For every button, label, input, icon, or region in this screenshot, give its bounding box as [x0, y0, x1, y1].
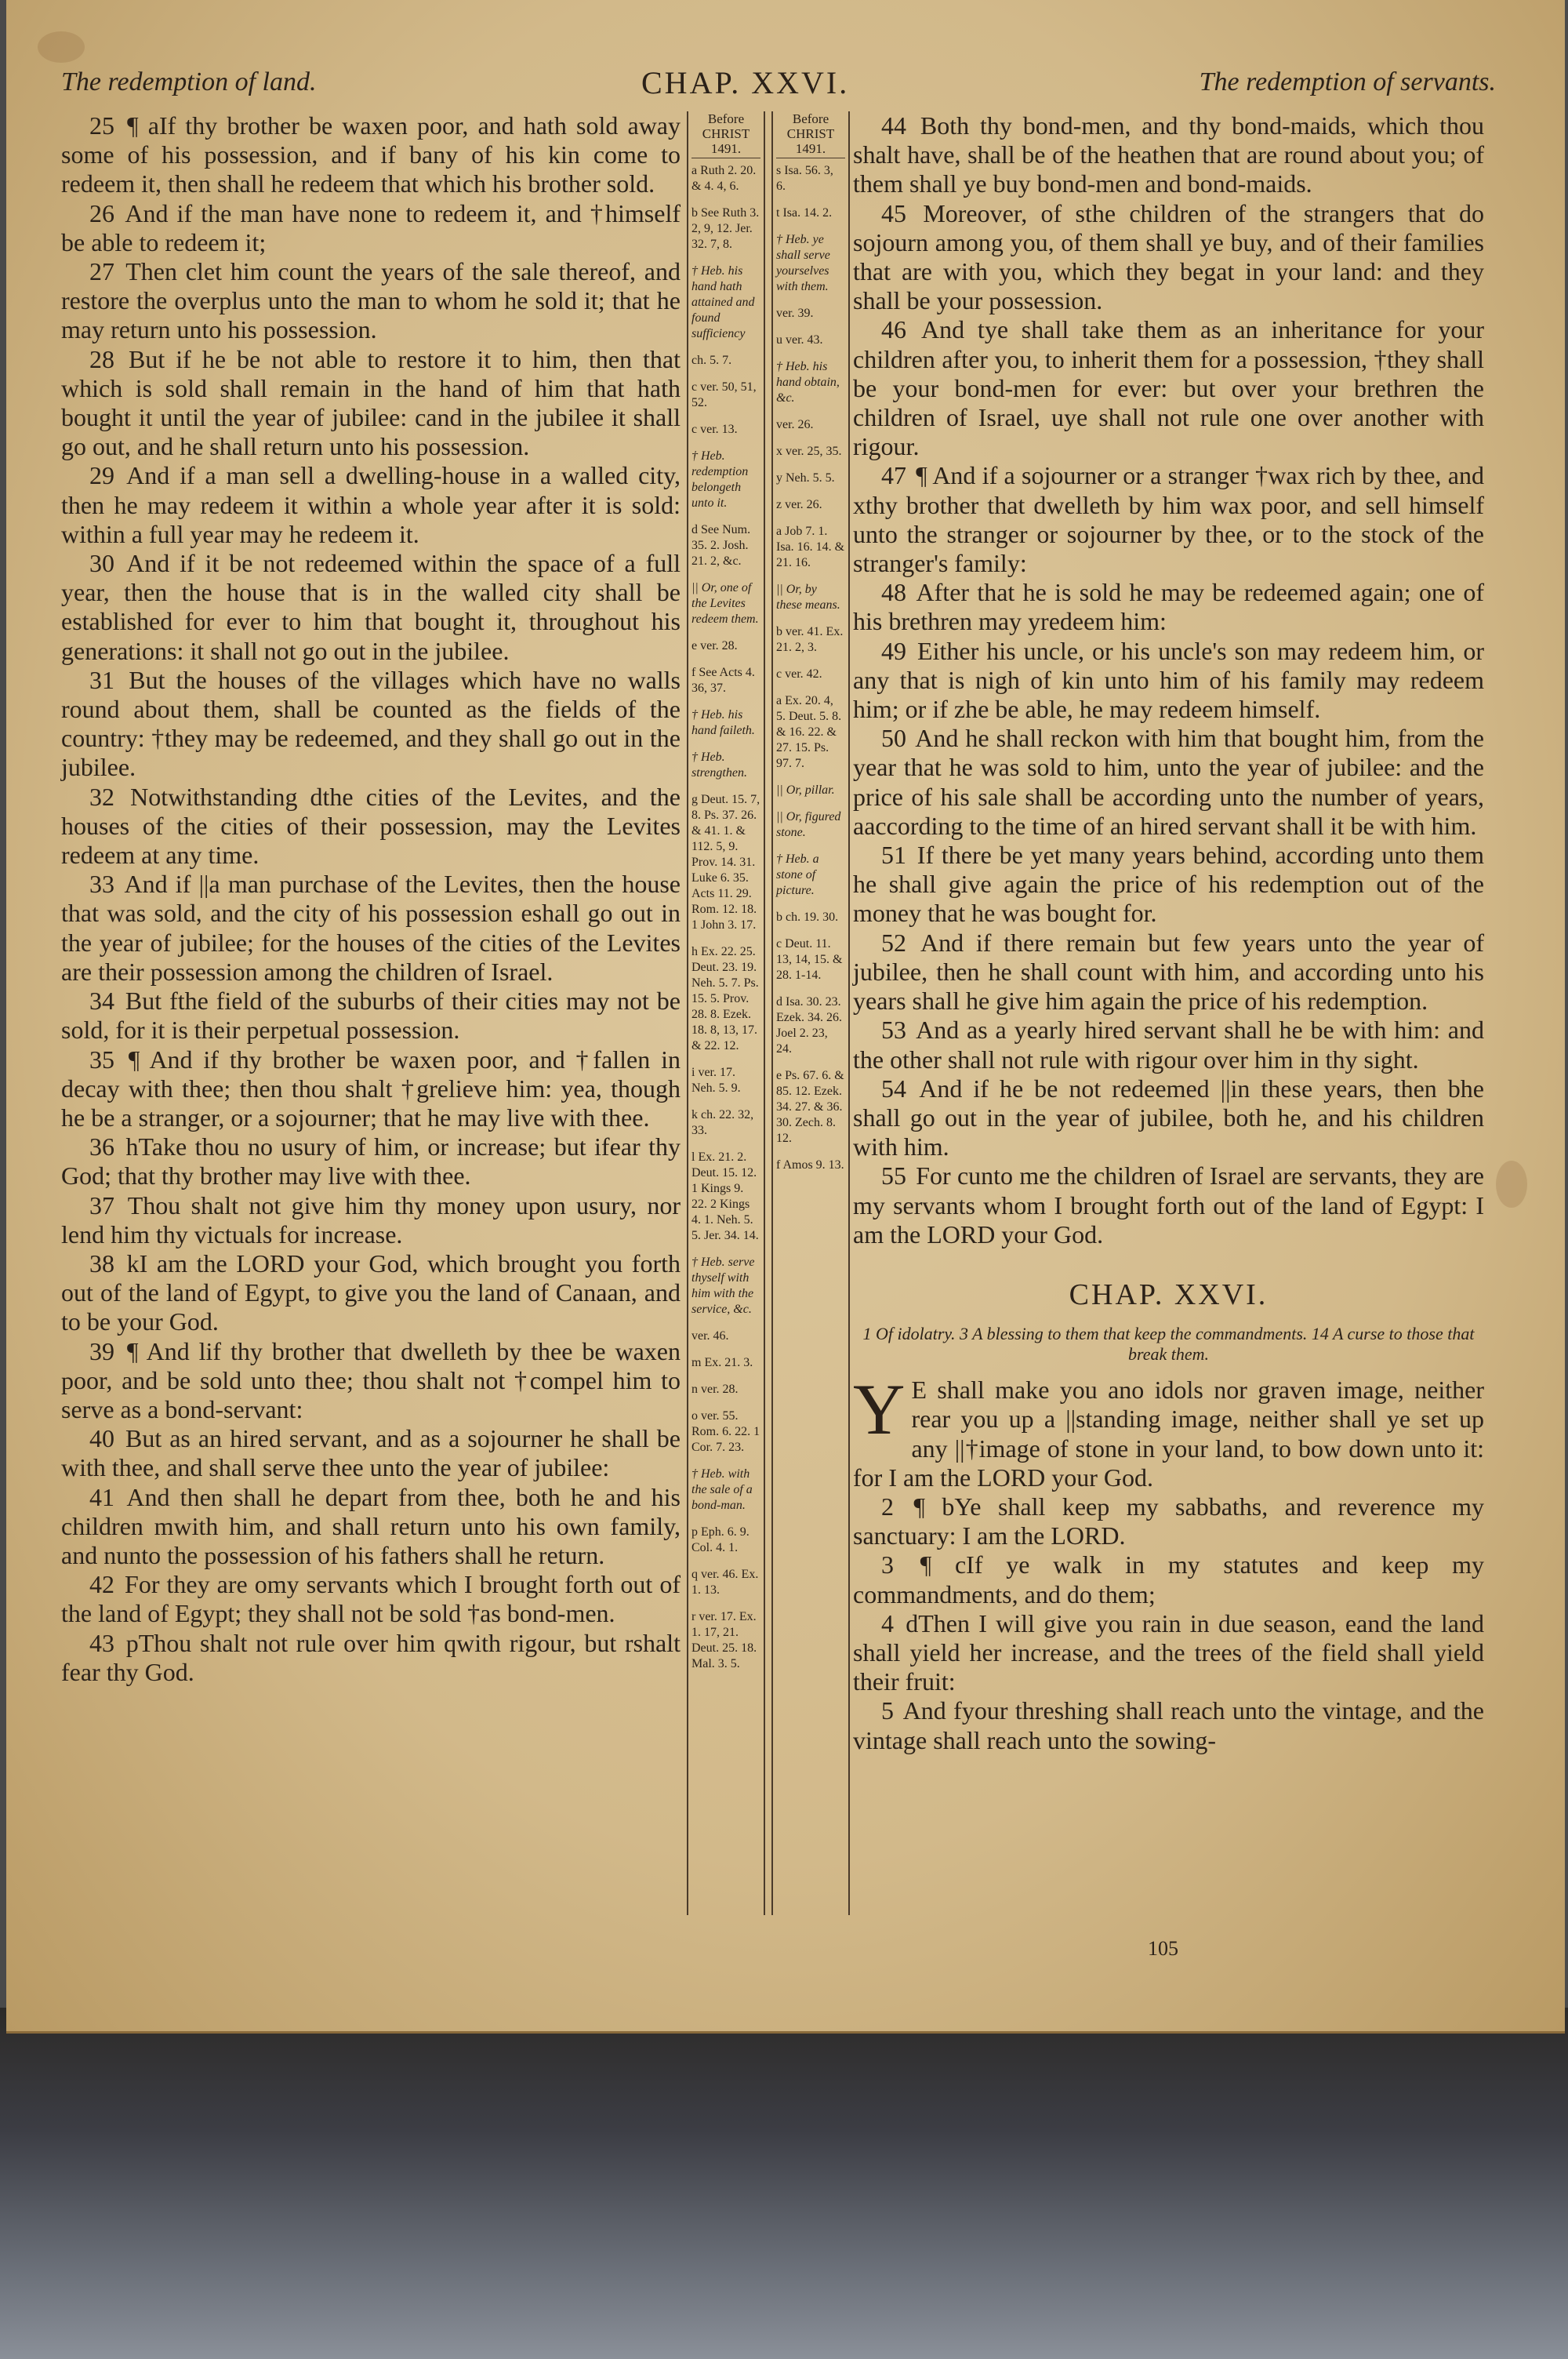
verse-text: And if it be not redeemed within the space of a full year, then the house that is in the walled city shall be established for ever to him that bought it, throughout his generations: it shall not go out in the jubilee. — [61, 549, 681, 665]
verse-text: And then shall he depart from thee, both he and his children mwith him, and shall return unto his own family, and nunto the possession of his fathers shall he return. — [61, 1482, 681, 1569]
verse — [853, 1492, 1484, 1550]
verse-text: pThou shalt not rule over him qwith rigour, but rshalt fear thy God. — [61, 1628, 681, 1686]
verse — [853, 1609, 1484, 1697]
bible-page — [6, 0, 1565, 2034]
margin-heading: Before CHRIST 1491. — [691, 111, 760, 158]
verse — [61, 1249, 681, 1337]
verse-text: And he shall reckon with him that bought him, from the year that he was sold to him, unto the year of jubilee: and the price of his sale shall be according unto the number of years, aaccording to the time of an hired servant shall it be with him. — [853, 724, 1485, 840]
verse-number: 53 — [881, 1016, 906, 1045]
verse — [61, 111, 681, 199]
margin-reference: † Heb. his hand faileth. — [691, 708, 755, 737]
stain — [38, 31, 85, 63]
verse-text: If there be yet many years behind, according unto them he shall give again the price of his redemption out of the money that he was bought for. — [853, 841, 1485, 928]
right-text-column — [853, 111, 1484, 1755]
verse — [853, 1074, 1484, 1162]
margin-reference: e Ps. 67. 6. & 85. 12. Ezek. 34. 27. & 36. 30. Zech. 8. 12. — [776, 1069, 844, 1145]
verse-number: 35 — [89, 1045, 114, 1074]
margin-reference: c ver. 50, 51, 52. — [691, 380, 757, 409]
verse-number: 54 — [881, 1074, 906, 1103]
margin-reference: c Deut. 11. 13, 14, 15. & 28. 1-14. — [776, 937, 843, 982]
verse-number: 45 — [881, 198, 906, 227]
verse-text: dThen I will give you rain in due season, eand the land shall yield her increase, and the trees of the field shall yield their fruit: — [853, 1608, 1485, 1696]
verse-number: 4 — [881, 1608, 894, 1637]
verse — [61, 345, 681, 462]
verse — [853, 1696, 1484, 1754]
verse-number: 41 — [89, 1482, 114, 1511]
margin-reference: † Heb. strengthen. — [691, 751, 747, 780]
verse-number: 33 — [89, 870, 114, 899]
margin-reference: l Ex. 21. 2. Deut. 15. 12. 1 Kings 9. 22. 2 Kings 4. 1. Neh. 5. 5. Jer. 34. 14. — [691, 1150, 759, 1242]
verse-number: 39 — [89, 1336, 114, 1365]
background-surface — [0, 2008, 1568, 2359]
verse-number: 37 — [89, 1190, 114, 1219]
verse — [61, 1629, 681, 1687]
verse — [61, 666, 681, 783]
verse-text: And tye shall take them as an inheritance for your children after you, to inherit them for a possession, †they shall be your bond-men for ever: but over your brethren the children of Israel, uye shall not rule one over another with rigour. — [853, 315, 1485, 461]
verse — [853, 1016, 1484, 1074]
verse-number: 26 — [89, 198, 114, 227]
margin-reference: c ver. 42. — [776, 667, 822, 681]
verse-text: And as a yearly hired servant shall he be with him: and the other shall not rule with rigour over him in thy sight. — [853, 1016, 1485, 1074]
verse-text: ¶ And if a sojourner or a stranger †wax rich by thee, and xthy brother that dwelleth by him wax poor, and sell himself unto the stranger or sojourner by thee, or to the stock of the stranger's family: — [853, 461, 1485, 578]
verse — [853, 578, 1484, 636]
header-left: The redemption of land. — [61, 67, 317, 96]
chapter-verses — [853, 1492, 1484, 1755]
verse-text: Either his uncle, or his uncle's son may redeem him, or any that is nigh of kin unto him of his family may redeem him; or if zhe be able, he may redeem himself. — [853, 636, 1484, 724]
verse-text: But the houses of the villages which have no walls round about them, shall be counted as the fields of the country: †they may be redeemed, and they shall go out in the jubilee. — [61, 665, 681, 782]
verse-number: 2 — [881, 1492, 894, 1521]
verse — [853, 724, 1484, 841]
margin-reference: † Heb. ye shall serve yourselves with them. — [776, 233, 830, 293]
verse-1 — [853, 1369, 1484, 1492]
verse-text: kI am the LORD your God, which brought you forth out of the land of Egypt, to give you the land of Canaan, and to be your God. — [61, 1249, 681, 1336]
margin-reference: † Heb. his hand obtain, &c. — [776, 360, 840, 405]
margin-reference: d See Num. 35. 2. Josh. 21. 2, &c. — [691, 523, 751, 568]
verse — [61, 1045, 681, 1133]
verse — [853, 199, 1484, 316]
verse — [61, 1424, 681, 1482]
verse-text: hTake thou no usury of him, or increase; but ifear thy God; that thy brother may live with thee. — [61, 1132, 681, 1190]
verse-text: And if a man sell a dwelling-house in a walled city, then he may redeem it within a whole year after it is sold: within a full year may he redeem it. — [61, 461, 681, 548]
margin-reference: ver. 26. — [776, 418, 814, 431]
margin-reference: k ch. 22. 32, 33. — [691, 1108, 754, 1137]
verse-text: After that he is sold he may be redeemed again; one of his brethren may yredeem him: — [853, 578, 1485, 636]
verse — [61, 1191, 681, 1249]
verse-number: 28 — [89, 344, 114, 373]
verse-number: 42 — [89, 1570, 114, 1599]
margin-reference: g Deut. 15. 7, 8. Ps. 37. 26. & 41. 1. & 112. 5, 9. Prov. 14. 31. Luke 6. 35. Acts 11. 29. Rom. 12. 18. 1 John 3. 17. — [691, 793, 760, 932]
margin-reference: i ver. 17. Neh. 5. 9. — [691, 1066, 741, 1095]
verse-number: 31 — [89, 665, 114, 694]
verse — [853, 461, 1484, 578]
margin-reference: e ver. 28. — [691, 639, 738, 652]
chapter-summary: 1 Of idolatry. 3 A blessing to them that keep the commandments. 14 A curse to those that break them. — [862, 1324, 1475, 1365]
verse-text: ¶ cIf ye walk in my statutes and keep my commandments, and do them; — [853, 1550, 1485, 1608]
page-number: 105 — [1148, 1937, 1178, 1960]
verse-number: 30 — [89, 549, 114, 578]
margin-reference: f See Acts 4. 36, 37. — [691, 666, 755, 695]
margin-list — [691, 163, 760, 1672]
verse — [853, 637, 1484, 725]
margin-reference: y Neh. 5. 5. — [776, 471, 835, 485]
verse — [61, 1570, 681, 1628]
header-center: CHAP. XXVI. — [641, 65, 850, 100]
running-header — [61, 64, 1496, 111]
verse-text: And if the man have none to redeem it, and †himself be able to redeem it; — [61, 198, 681, 256]
margin-reference: ver. 39. — [776, 307, 814, 320]
verse-text: And if he be not redeemed ||in these years, then bhe shall go out in the year of jubilee, both he, and his children with him. — [853, 1074, 1485, 1161]
verse-text: ¶ aIf thy brother be waxen poor, and hath sold away some of his possession, and if bany of his kin come to redeem it, then shall he redeem that which his brother sold. — [61, 111, 681, 198]
verse-number: 51 — [881, 841, 906, 870]
verse-1-text: E shall make you ano idols nor graven image, neither rear you up a ||standing image, neither shall ye set up any ||†image of stone in your land, to bow down unto it: for I am the LORD your God. — [853, 1376, 1484, 1492]
drop-cap: Y — [853, 1369, 906, 1450]
verse — [61, 549, 681, 666]
verse-number: 34 — [89, 987, 114, 1016]
verse-number: 43 — [89, 1628, 114, 1657]
verse-text: Notwithstanding dthe cities of the Levites, and the houses of the cities of their possession, may the Levites redeem at any time. — [61, 782, 681, 870]
margin-reference: u ver. 43. — [776, 333, 823, 347]
margin-reference: x ver. 25, 35. — [776, 445, 842, 458]
margin-reference: d Isa. 30. 23. Ezek. 34. 26. Joel 2. 23, 24. — [776, 995, 842, 1056]
verse — [61, 987, 681, 1045]
margin-reference: ch. 5. 7. — [691, 354, 732, 367]
verse-number: 3 — [881, 1550, 894, 1579]
verse-text: ¶ And lif thy brother that dwelleth by thee be waxen poor, and be sold unto thee; thou shalt not †compel him to serve as a bond-servant: — [61, 1336, 681, 1423]
margin-reference: || Or, one of the Levites redeem them. — [691, 581, 759, 626]
margin-references-left — [687, 111, 765, 1915]
verse-number: 29 — [89, 461, 114, 490]
verse-number: 40 — [89, 1424, 114, 1453]
left-text-column — [61, 111, 681, 1687]
margin-reference: n ver. 28. — [691, 1383, 739, 1396]
verse-text: Both thy bond-men, and thy bond-maids, which thou shalt have, shall be of the heathen that are round about you; of them shall ye buy bond-men and bond-maids. — [853, 111, 1485, 198]
verse-number: 44 — [881, 111, 906, 140]
verse-number: 50 — [881, 724, 906, 753]
margin-reference: o ver. 55. Rom. 6. 22. 1 Cor. 7. 23. — [691, 1409, 760, 1454]
margin-reference: † Heb. redemption belongeth unto it. — [691, 449, 749, 510]
stain — [1496, 1161, 1527, 1208]
margin-reference: f Amos 9. 13. — [776, 1158, 844, 1172]
verse-text: Thou shalt not give him thy money upon usury, nor lend him thy victuals for increase. — [61, 1190, 681, 1249]
verse — [61, 1337, 681, 1425]
margin-reference: q ver. 46. Ex. 1. 13. — [691, 1568, 759, 1597]
margin-reference: b See Ruth 3. 2, 9, 12. Jer. 32. 7, 8. — [691, 206, 760, 251]
chapter-title: CHAP. XXVI. — [1069, 1278, 1269, 1311]
header-right: The redemption of servants. — [1199, 67, 1496, 96]
verse-text: But as an hired servant, and as a sojourner he shall be with thee, and shall serve thee unto the year of jubilee: — [61, 1424, 681, 1482]
margin-reference: || Or, pillar. — [776, 783, 835, 797]
verse-number: 48 — [881, 578, 906, 607]
verse-number: 38 — [89, 1249, 114, 1278]
margin-reference: b ch. 19. 30. — [776, 911, 839, 924]
verse-number: 36 — [89, 1132, 114, 1161]
verse-number: 32 — [89, 782, 114, 811]
verse — [61, 1132, 681, 1190]
margin-reference: s Isa. 56. 3, 6. — [776, 164, 833, 193]
verse-number: 25 — [89, 111, 114, 140]
verse-number: 27 — [89, 257, 114, 286]
margin-reference: t Isa. 14. 2. — [776, 206, 833, 220]
right-verses — [853, 111, 1484, 1249]
verse-text: For they are omy servants which I brought forth out of the land of Egypt; they shall not be sold †as bond-men. — [61, 1570, 681, 1628]
margin-reference: † Heb. with the sale of a bond-man. — [691, 1467, 753, 1512]
verse — [853, 929, 1484, 1016]
margin-reference: a Job 7. 1. Isa. 16. 14. & 21. 16. — [776, 525, 845, 569]
verse-text: And fyour threshing shall reach unto the vintage, and the vintage shall reach unto the sowing- — [853, 1696, 1485, 1754]
margin-reference: || Or, figured stone. — [776, 810, 841, 839]
verse — [61, 257, 681, 345]
verse — [853, 841, 1484, 929]
verse-number: 46 — [881, 315, 906, 344]
verse-text: But fthe field of the suburbs of their cities may not be sold, for it is their perpetual possession. — [61, 987, 681, 1045]
verse-number: 5 — [881, 1696, 894, 1725]
margin-reference: r ver. 17. Ex. 1. 17, 21. Deut. 25. 18. Mal. 3. 5. — [691, 1610, 757, 1670]
margin-reference: c ver. 13. — [691, 423, 738, 436]
verse-text: Moreover, of sthe children of the strangers that do sojourn among you, of them shall ye buy, and of their families that are with you, which they begat in your land: and they shall be your possession. — [853, 198, 1484, 315]
margin-references-right — [771, 111, 850, 1915]
verse-text: ¶ And if thy brother be waxen poor, and †fallen in decay with thee; then thou shalt †grelieve him: yea, though he be a stranger, or a sojourner; that he may live with thee. — [61, 1045, 681, 1132]
verse-text: For cunto me the children of Israel are servants, they are my servants whom I brought forth out of the land of Egypt: I am the LORD your God. — [853, 1161, 1485, 1249]
verse-text: But if he be not able to restore it to him, then that which is sold shall remain in the hand of him that hath bought it until the year of jubilee: cand in the jubilee it shall go out, and he shall return unto his possession. — [61, 344, 681, 461]
verse-number: 49 — [881, 636, 906, 665]
margin-reference: p Eph. 6. 9. Col. 4. 1. — [691, 1525, 750, 1554]
verse-number: 47 — [881, 461, 906, 490]
margin-reference: h Ex. 22. 25. Deut. 23. 19. Neh. 5. 7. Ps. 15. 5. Prov. 28. 8. Ezek. 18. 8, 13, 17. & 22. 12. — [691, 945, 759, 1052]
verse-number: 55 — [881, 1161, 906, 1190]
verse — [61, 1483, 681, 1571]
verse — [853, 111, 1484, 199]
margin-reference: a Ruth 2. 20. & 4. 4, 6. — [691, 164, 757, 193]
margin-list — [776, 163, 845, 1173]
verse — [61, 199, 681, 257]
margin-reference: || Or, by these means. — [776, 583, 840, 612]
margin-reference: b ver. 41. Ex. 21. 2, 3. — [776, 625, 844, 654]
margin-reference: m Ex. 21. 3. — [691, 1356, 753, 1369]
margin-reference: † Heb. his hand hath attained and found sufficiency — [691, 264, 755, 340]
verse — [61, 783, 681, 871]
margin-heading: Before CHRIST 1491. — [776, 111, 845, 158]
margin-reference: † Heb. a stone of picture. — [776, 852, 819, 897]
verse — [853, 1161, 1484, 1249]
margin-reference: a Ex. 20. 4, 5. Deut. 5. 8. & 16. 22. & 27. 15. Ps. 97. 7. — [776, 694, 842, 770]
margin-reference: z ver. 26. — [776, 498, 822, 511]
verse — [61, 870, 681, 987]
margin-reference: † Heb. serve thyself with him with the service, &c. — [691, 1256, 755, 1316]
verse — [853, 1550, 1484, 1608]
verse-text: Then clet him count the years of the sale thereof, and restore the overplus unto the man to whom he sold it; that he may return unto his possession. — [61, 257, 681, 344]
verse — [61, 461, 681, 549]
verse-text: And if ||a man purchase of the Levites, then the house that was sold, and the city of his possession eshall go out in the year of jubilee; for the houses of the cities of the Levites are their possession among the children of Israel. — [61, 870, 681, 986]
verse-text: ¶ bYe shall keep my sabbaths, and reverence my sanctuary: I am the LORD. — [853, 1492, 1485, 1550]
verse — [853, 315, 1484, 461]
verse-number: 52 — [881, 928, 906, 957]
margin-reference: ver. 46. — [691, 1329, 729, 1343]
verse-text: And if there remain but few years unto the year of jubilee, then he shall count with him, and according unto his years shall he give him again the price of his redemption. — [853, 928, 1485, 1016]
